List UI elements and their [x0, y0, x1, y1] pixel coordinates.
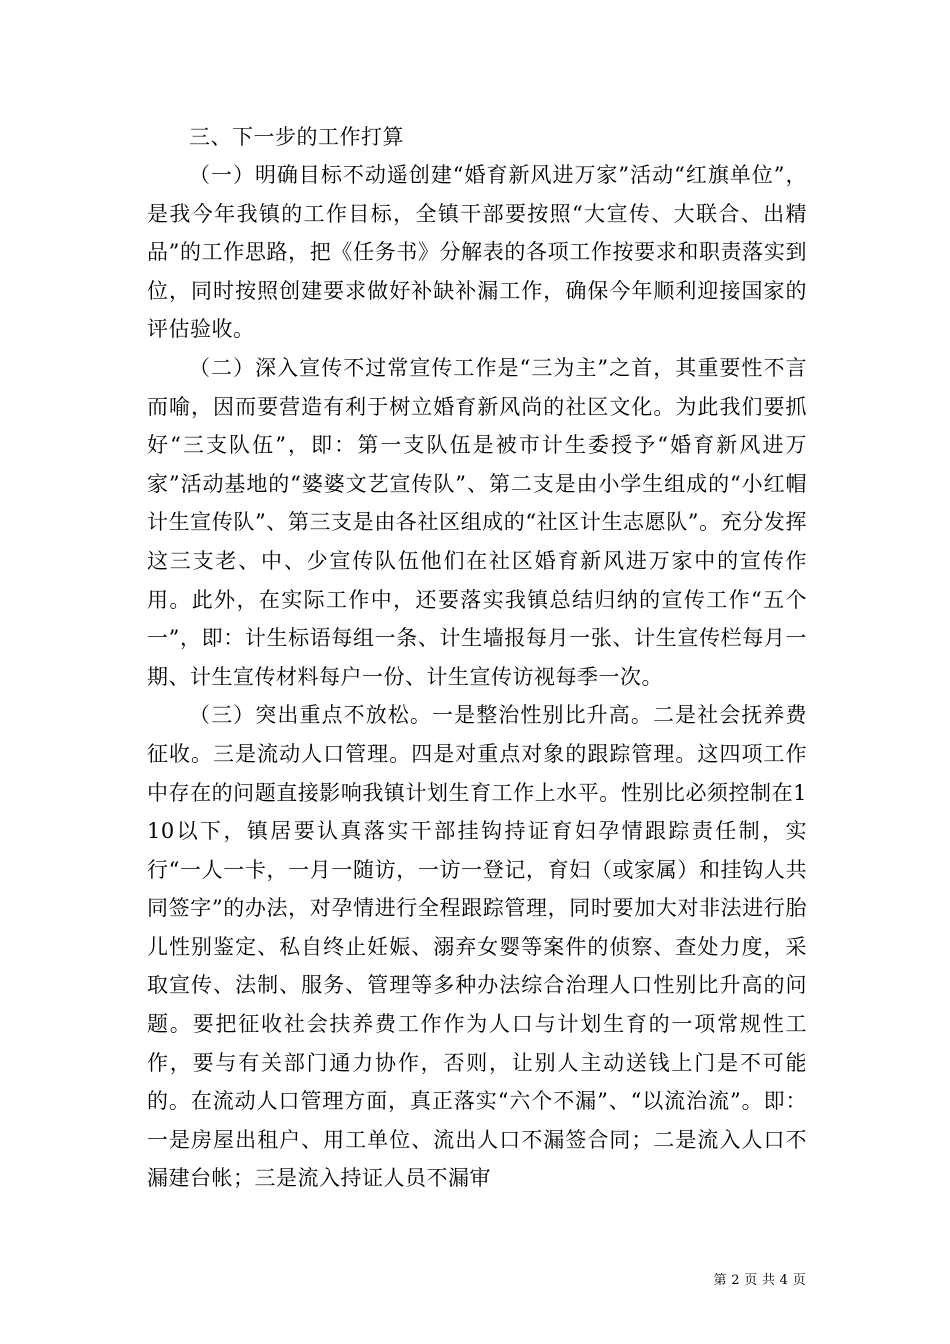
document-body — [147, 118, 807, 1198]
paragraph-publicity: （二）深入宣传不过常宣传工作是“三为主”之首，其重要性不言而喻，因而要营造有利于树立婚育新风尚的社区文化。为此我们要抓好“三支队伍”，即：第一支队伍是被市计生委授予“婚育新风进万家”活动基地的“婆婆文艺宣传队”、第二支是由小学生组成的“小红帽计生宣传队”、第三支是由各社区组成的“社区计生志愿队”。充分发挥这三支老、中、少宣传队伍他们在社区婚育新风进万家中的宣传作用。此外，在实际工作中，还要落实我镇总结归纳的宣传工作“五个一”，即：计生标语每组一条、计生墙报每月一张、计生宣传栏每月一期、计生宣传材料每户一份、计生宣传访视每季一次。 — [147, 355, 807, 689]
paragraph-focus: （三）突出重点不放松。一是整治性别比升高。二是社会抚养费征收。三是流动人口管理。四是对重点对象的跟踪管理。这四项工作中存在的问题直接影响我镇计划生育工作上水平。性别比必须控制在110以下，镇居要认真落实干部挂钩持证育妇孕情跟踪责任制，实行“一人一卡，一月一随访，一访一登记，育妇（或家属）和挂钩人共同签字”的办法，对孕情进行全程跟踪管理，同时要加大对非法进行胎儿性别鉴定、私自终止妊娠、溺弃女婴等案件的侦察、查处力度，采取宣传、法制、服务、管理等多种办法综合治理人口性别比升高的问题。要把征收社会扶养费工作作为人口与计划生育的一项常规性工作，要与有关部门通力协作，否则，让别人主动送钱上门是不可能的。在流动人口管理方面，真正落实“六个不漏”、“以流治流”。即：一是房屋出租户、用工单位、流出人口不漏签合同；二是流入人口不漏建台帐；三是流入持证人员不漏审 — [147, 703, 807, 1191]
page-number-footer: 第 2 页 共 4 页 — [713, 1273, 806, 1288]
section-heading: 三、下一步的工作打算 — [189, 125, 404, 149]
paragraph-goal: （一）明确目标不动遥创建“婚育新风进万家”活动“红旗单位”，是我今年我镇的工作目标，全镇干部要按照“大宣传、大联合、出精品”的工作思路，把《任务书》分解表的各项工作按要求和职责落实到位，同时按照创建要求做好补缺补漏工作，确保今年顺利迎接国家的评估验收。 — [147, 163, 807, 342]
